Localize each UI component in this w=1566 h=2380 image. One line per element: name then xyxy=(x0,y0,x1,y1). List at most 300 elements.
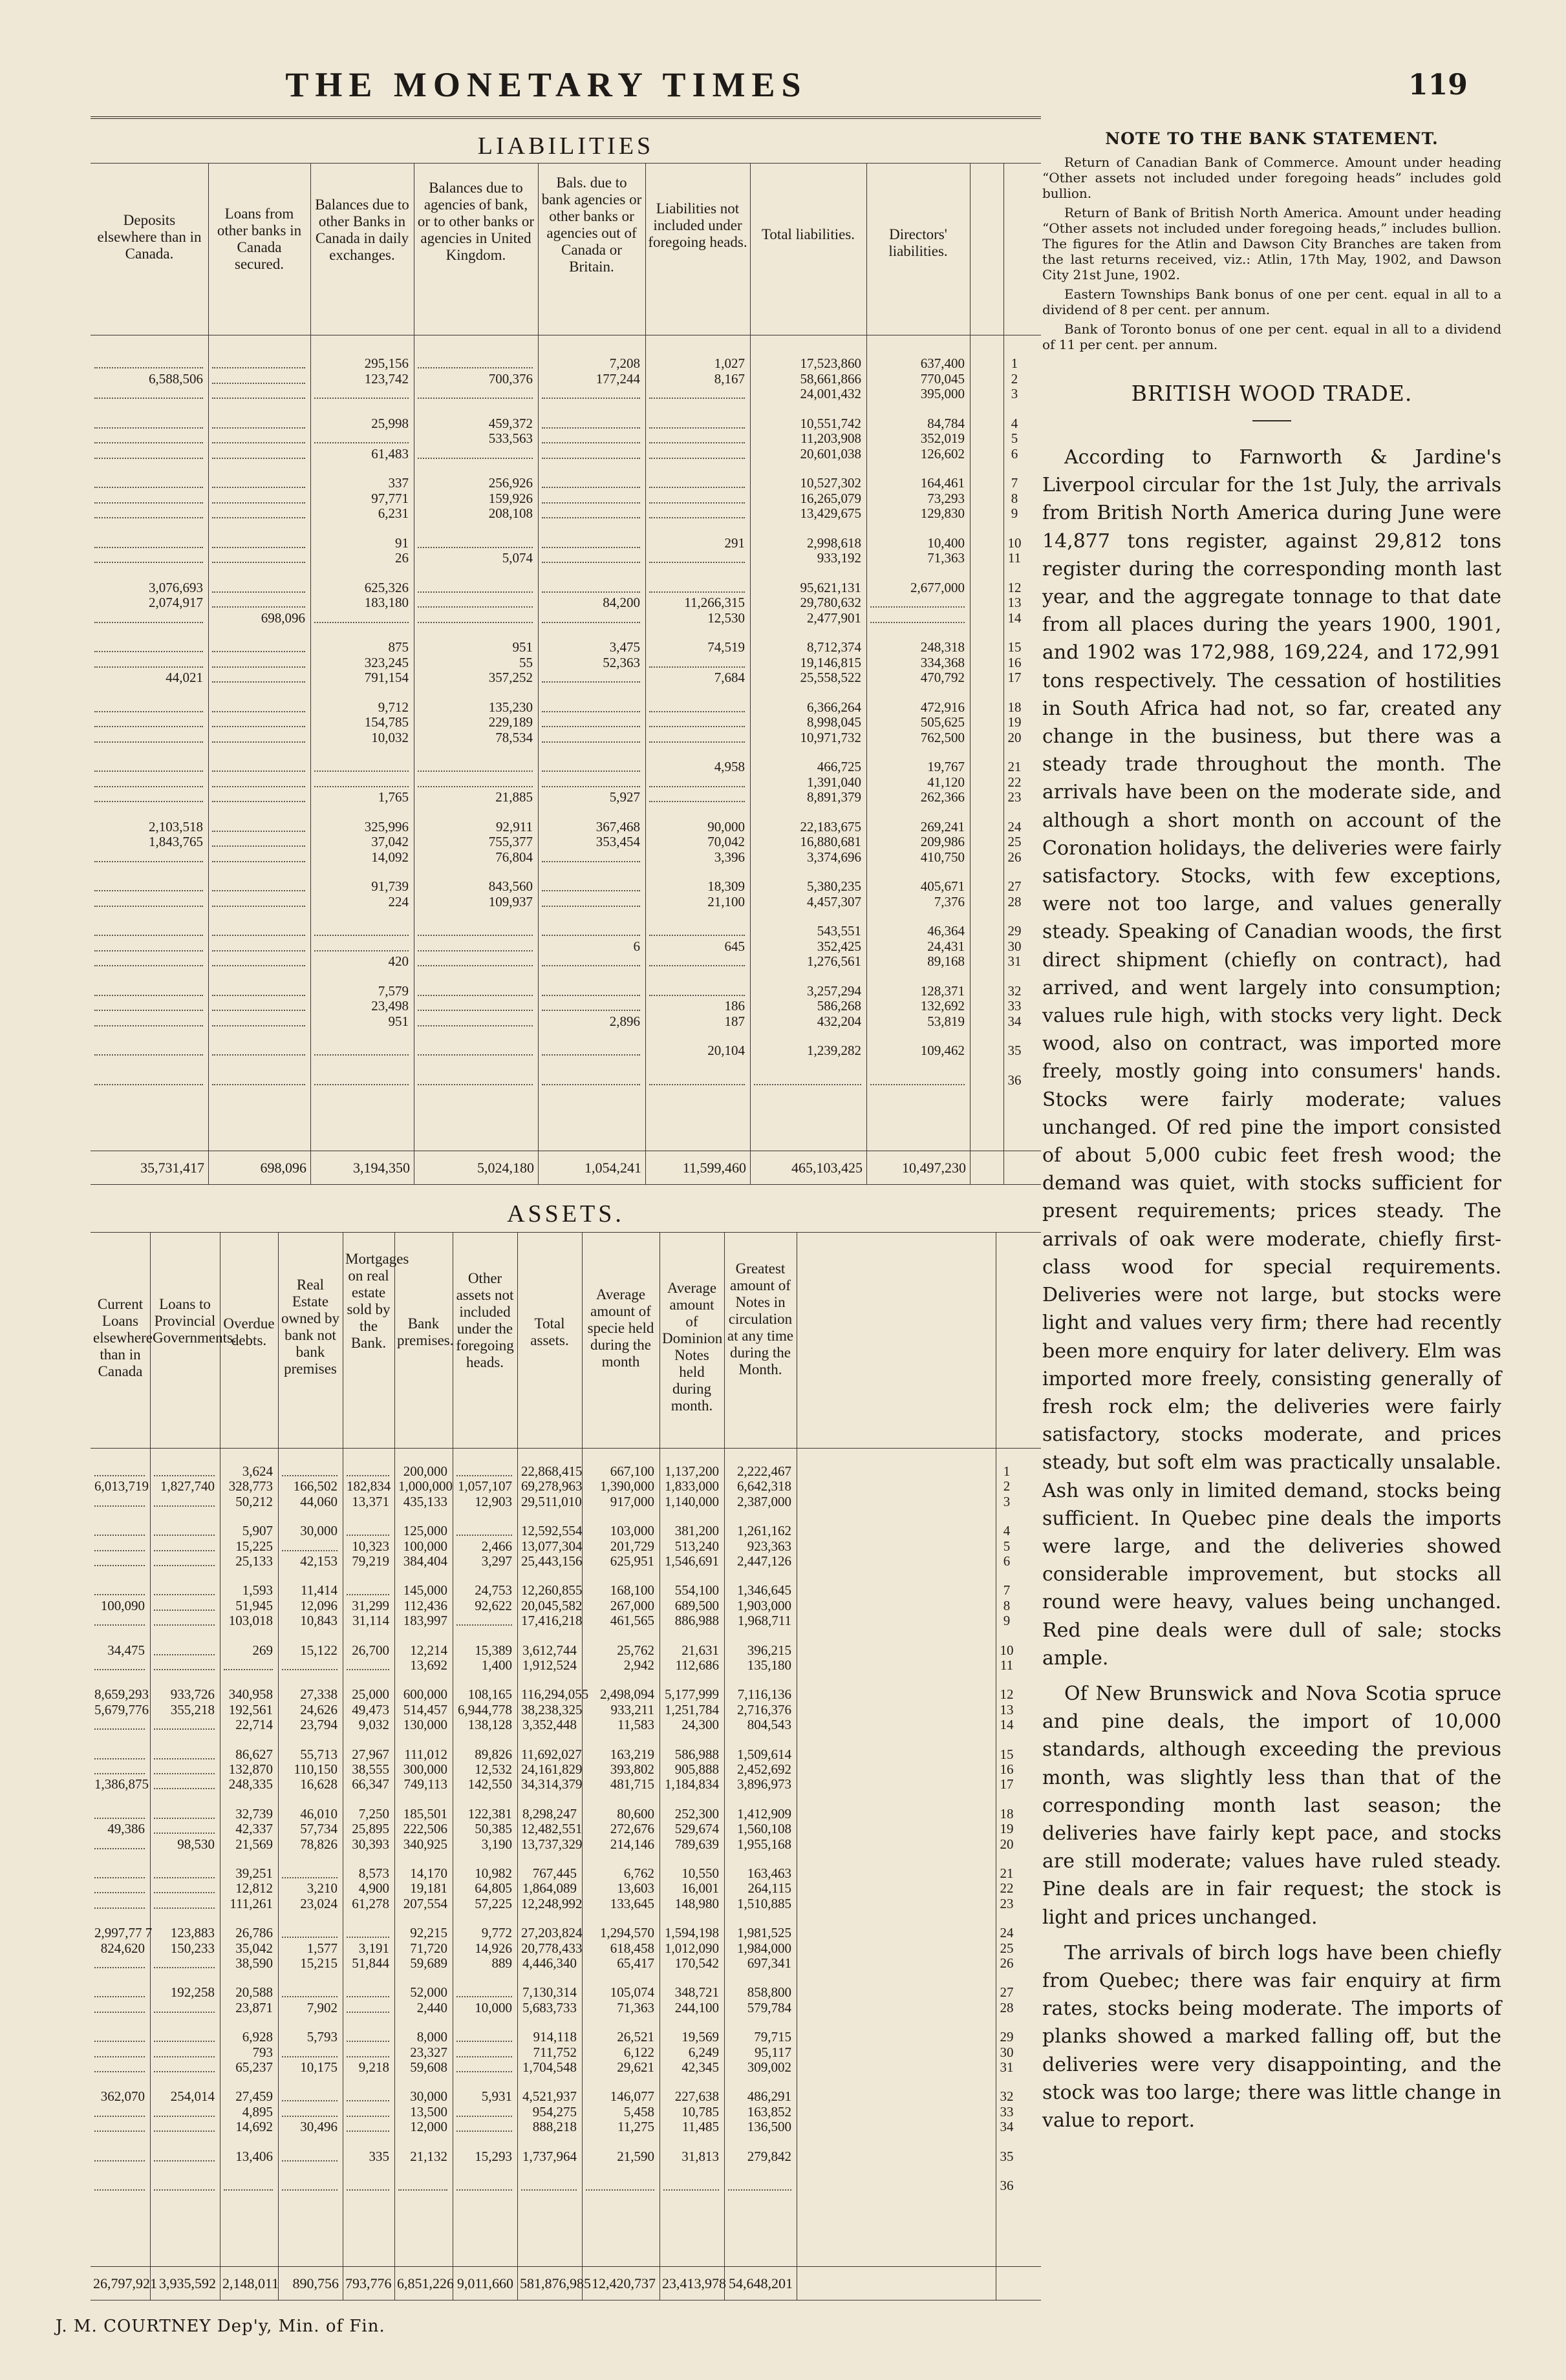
assets-header-9: Average amount of specie held during the month xyxy=(587,1286,654,1370)
assets-cell: 34,475 xyxy=(107,1642,145,1658)
liabilities-row-number: 30 xyxy=(1007,938,1022,954)
assets-cell: 13,371 xyxy=(352,1493,389,1509)
article-rule xyxy=(1252,420,1291,421)
assets-cell: 905,888 xyxy=(674,1761,719,1777)
liabilities-row-number: 5 xyxy=(1011,430,1018,446)
assets-cell: 6,249 xyxy=(688,2044,719,2060)
assets-cell: 29,621 xyxy=(617,2059,654,2075)
liabilities-row-number: 22 xyxy=(1007,774,1022,790)
assets-cell: 86,627 xyxy=(235,1746,273,1762)
signature: J. M. COURTNEY Dep'y, Min. of Fin. xyxy=(56,2317,385,2336)
assets-cell: 481,715 xyxy=(610,1776,654,1792)
assets-cell: 1,346,645 xyxy=(737,1582,791,1599)
assets-row-number: 27 xyxy=(1000,1984,1014,2001)
assets-row-number: 34 xyxy=(1000,2119,1014,2135)
liabilities-cell: 208,108 xyxy=(488,505,533,521)
liabilities-cell: 7,684 xyxy=(714,670,745,685)
assets-dot-leader xyxy=(456,1996,512,1997)
liabilities-dot-leader xyxy=(212,831,305,832)
assets-dot-leader xyxy=(347,2100,389,2101)
assets-cell: 529,674 xyxy=(674,1821,719,1837)
assets-dot-leader xyxy=(94,2041,145,2042)
assets-cell: 95,117 xyxy=(755,2044,791,2060)
liabilities-row-number: 11 xyxy=(1007,550,1022,566)
liabilities-cell: 135,230 xyxy=(488,699,533,715)
assets-dot-leader xyxy=(154,1877,215,1878)
assets-cell: 65,417 xyxy=(617,1955,654,1971)
liabilities-cell: 224 xyxy=(388,893,409,909)
liabilities-dot-leader xyxy=(649,741,745,743)
assets-cell: 79,715 xyxy=(754,2029,791,2045)
assets-cell: 105,074 xyxy=(610,1984,654,2001)
note-body xyxy=(1042,154,1501,352)
assets-cell: 21,590 xyxy=(617,2148,654,2164)
assets-cell: 13,603 xyxy=(617,1880,654,1897)
liabilities-dot-leader xyxy=(542,562,640,563)
assets-dot-leader xyxy=(154,2071,215,2072)
assets-dot-leader xyxy=(728,2189,791,2191)
liabilities-cell: 5,380,235 xyxy=(807,878,861,894)
assets-cell: 26,786 xyxy=(235,1925,273,1941)
assets-row-number: 20 xyxy=(1000,1836,1014,1852)
liabilities-dot-leader xyxy=(94,1084,203,1085)
liabilities-column-divider xyxy=(750,163,751,1184)
article-title: BRITISH WOOD TRADE. xyxy=(1131,381,1413,406)
liabilities-dot-leader xyxy=(94,562,203,563)
liabilities-total: 11,599,460 xyxy=(682,1160,746,1176)
assets-header-1: Current Loans elsewhere than in Canada xyxy=(93,1296,153,1379)
assets-cell: 5,679,776 xyxy=(94,1701,149,1717)
assets-cell: 933,211 xyxy=(610,1701,654,1717)
assets-dot-leader xyxy=(154,1907,215,1909)
assets-cell: 1,968,711 xyxy=(737,1613,791,1629)
liabilities-cell: 5,074 xyxy=(502,550,533,566)
liabilities-dot-leader xyxy=(212,591,305,593)
assets-cell: 25,133 xyxy=(235,1553,273,1569)
assets-cell: 39,251 xyxy=(235,1865,273,1881)
liabilities-dot-leader xyxy=(94,770,203,772)
liabilities-dot-leader xyxy=(94,861,203,862)
liabilities-caption: LIABILITIES xyxy=(477,133,654,160)
assets-cell: 64,805 xyxy=(475,1880,512,1897)
liabilities-cell: 420 xyxy=(388,953,409,969)
assets-cell: 1,510,885 xyxy=(737,1895,791,1911)
assets-dot-leader xyxy=(347,2116,389,2117)
assets-cell: 92,215 xyxy=(410,1925,447,1941)
assets-dot-leader xyxy=(154,1669,215,1670)
article-paragraph: According to Farnworth & Jardine's Liverpool circular for the 1st July, the arrivals from British North America during June were 14,877 tons register, against 29,812 tons register during the corresponding month last year, and the aggregate tonnage to that date from all places during the years 1900, 1901, and 1902 was 172,988, 169,224, and 172,991 tons respectively. The cessation of hostilities in South Africa had not, so far, created any change in the business, but there was a steady trade throughout the month. The arrivals have been on the moderate side, and although a short month on account of the Coronation holidays, the deliveries were fairly satisfactory. Stocks, with few exceptions, were not too large, and values generally steady. Speaking of Canadian woods, the first direct shipment (chiefly on contract), had arrived, and went largely into consumption; values rule high, with stocks very light. Deck wood, also on contract, was imported more freely, mostly going into consumers' hands. Stocks were fairly moderate; values unchanged. Of red pine the import consisted of about 5,000 cubic feet fresh wood; the demand was quiet, with stocks sufficient for present requirements; prices steady. The arrivals of oak were moderate, chiefly first-class wood for special requirements. Deliveries were not large, but stocks were light and values very firm; there had recently been more enquiry for later delivery. Elm was imported more freely, consisting generally of fresh rock elm; the deliveries were fairly satisfactory, stocks moderate, and prices steady, but soft elm was practically unsalable. Ash was only in limited demand, stocks being sufficient. In Quebec pine deals the imports were large, and the deliveries showed considerable improvement, but stocks all round were heavy, values being unchanged. Red pine deals were dull of sale; stocks ample. xyxy=(1042,446,1501,1670)
assets-cell: 23,794 xyxy=(300,1717,338,1733)
liabilities-dot-leader xyxy=(418,622,533,623)
liabilities-cell: 6,588,506 xyxy=(149,370,203,387)
assets-cell: 2,498,094 xyxy=(600,1686,654,1703)
assets-dot-leader xyxy=(154,1565,215,1566)
assets-cell: 9,772 xyxy=(481,1925,512,1941)
liabilities-dot-leader xyxy=(94,547,203,548)
liabilities-row-number: 24 xyxy=(1007,818,1022,834)
assets-cell: 2,222,467 xyxy=(737,1463,791,1479)
assets-dot-leader xyxy=(154,2041,215,2042)
liabilities-cell: 41,120 xyxy=(927,774,965,790)
assets-cell: 50,212 xyxy=(235,1493,273,1509)
assets-cell: 2,452,692 xyxy=(737,1761,791,1777)
assets-header-3: Overdue debts. xyxy=(223,1315,275,1348)
assets-cell: 12,903 xyxy=(475,1493,512,1509)
assets-cell: 7,116,136 xyxy=(737,1686,791,1703)
assets-cell: 15,389 xyxy=(475,1642,512,1658)
liabilities-row-number: 27 xyxy=(1007,878,1022,894)
liabilities-dot-leader xyxy=(94,427,203,429)
liabilities-cell: 89,168 xyxy=(927,953,965,969)
assets-dot-leader xyxy=(282,2160,338,2162)
liabilities-cell: 95,621,131 xyxy=(800,579,861,595)
assets-dot-leader xyxy=(94,1773,145,1774)
assets-header-rule xyxy=(91,1448,1041,1449)
liabilities-total: 1,054,241 xyxy=(585,1160,641,1176)
liabilities-cell: 55 xyxy=(519,654,533,670)
assets-cell: 3,190 xyxy=(481,1836,512,1852)
liabilities-row-number: 28 xyxy=(1007,893,1022,909)
liabilities-dot-leader xyxy=(542,1010,640,1011)
liabilities-row-number: 26 xyxy=(1007,849,1022,865)
liabilities-dot-leader xyxy=(212,547,305,548)
liabilities-header-7: Total liabilities. xyxy=(761,226,855,242)
assets-cell: 5,907 xyxy=(242,1523,273,1539)
assets-dot-leader xyxy=(94,1624,145,1626)
assets-row-number: 36 xyxy=(1000,2178,1014,2193)
assets-dot-leader xyxy=(94,1848,145,1849)
assets-total: 54,648,201 xyxy=(729,2275,793,2291)
assets-cell: 248,335 xyxy=(228,1776,273,1792)
assets-dot-leader xyxy=(94,1565,145,1566)
assets-cell: 625,951 xyxy=(610,1553,654,1569)
assets-header-6: Bank premises. xyxy=(397,1315,454,1348)
assets-cell: 30,000 xyxy=(410,2088,447,2105)
assets-cell: 22,714 xyxy=(235,1717,273,1733)
assets-cell: 14,170 xyxy=(410,1865,447,1881)
assets-dot-leader xyxy=(154,2116,215,2117)
liabilities-dot-leader xyxy=(94,442,203,443)
assets-dot-leader xyxy=(94,2160,145,2162)
assets-cell: 579,784 xyxy=(747,1999,791,2015)
assets-cell: 461,565 xyxy=(610,1613,654,1629)
liabilities-cell: 129,830 xyxy=(920,505,965,521)
assets-cell: 348,721 xyxy=(674,1984,719,2001)
liabilities-dot-leader xyxy=(314,770,409,772)
liabilities-cell: 6 xyxy=(633,938,640,954)
assets-dot-leader xyxy=(94,1535,145,1536)
liabilities-cell: 470,792 xyxy=(920,670,965,685)
liabilities-dot-leader xyxy=(649,801,745,802)
assets-cell: 133,645 xyxy=(610,1895,654,1911)
assets-row-number: 24 xyxy=(1000,1925,1014,1941)
assets-cell: 618,458 xyxy=(610,1940,654,1956)
liabilities-row-number: 12 xyxy=(1007,579,1022,595)
assets-cell: 1,509,614 xyxy=(737,1746,791,1762)
liabilities-cell: 586,268 xyxy=(817,998,861,1014)
assets-cell: 222,506 xyxy=(403,1821,447,1837)
assets-cell: 13,692 xyxy=(410,1657,447,1673)
assets-cell: 71,363 xyxy=(617,1999,654,2015)
assets-cell: 44,060 xyxy=(300,1493,338,1509)
assets-cell: 182,834 xyxy=(347,1478,391,1494)
liabilities-dot-leader xyxy=(418,950,533,951)
assets-cell: 917,000 xyxy=(610,1493,654,1509)
assets-cell: 35,042 xyxy=(235,1940,273,1956)
assets-dot-leader xyxy=(154,1788,215,1789)
liabilities-total: 10,497,230 xyxy=(902,1160,966,1176)
assets-cell: 201,729 xyxy=(610,1538,654,1554)
assets-cell: 269 xyxy=(252,1642,273,1658)
assets-cell: 1,400 xyxy=(481,1657,512,1673)
assets-cell: 667,100 xyxy=(610,1463,654,1479)
liabilities-cell: 770,045 xyxy=(920,370,965,387)
assets-cell: 26,700 xyxy=(352,1642,389,1658)
article-body xyxy=(1042,443,1501,2134)
assets-dot-leader xyxy=(154,1818,215,1819)
liabilities-dot-leader xyxy=(212,502,305,504)
liabilities-cell: 21,885 xyxy=(495,789,533,805)
assets-cell: 824,620 xyxy=(100,1940,145,1956)
liabilities-cell: 20,104 xyxy=(707,1043,745,1058)
assets-cell: 6,944,778 xyxy=(458,1701,512,1717)
assets-row-number: 15 xyxy=(1000,1746,1014,1762)
liabilities-cell: 52,363 xyxy=(603,654,640,670)
assets-dot-leader xyxy=(94,2130,145,2132)
assets-cell: 16,628 xyxy=(300,1776,338,1792)
assets-row-number: 32 xyxy=(1000,2088,1014,2105)
assets-cell: 13,737,329 xyxy=(521,1836,583,1852)
assets-cell: 586,988 xyxy=(674,1746,719,1762)
liabilities-dot-leader xyxy=(542,1054,640,1056)
assets-cell: 38,238,325 xyxy=(521,1701,583,1717)
liabilities-dot-leader xyxy=(649,442,745,443)
liabilities-cell: 109,462 xyxy=(920,1043,965,1058)
liabilities-row-number: 25 xyxy=(1007,834,1022,849)
assets-dot-leader xyxy=(347,2041,389,2042)
assets-cell: 954,275 xyxy=(532,2103,577,2120)
assets-cell: 6,928 xyxy=(242,2029,273,2045)
assets-cell: 7,250 xyxy=(358,1805,389,1822)
assets-dot-leader xyxy=(456,2116,512,2117)
liabilities-cell: 875 xyxy=(388,639,409,655)
assets-cell: 3,896,973 xyxy=(737,1776,791,1792)
assets-cell: 19,181 xyxy=(410,1880,447,1897)
liabilities-cell: 91 xyxy=(395,535,409,551)
assets-cell: 1,981,525 xyxy=(737,1925,791,1941)
assets-row-number: 8 xyxy=(1003,1597,1011,1613)
assets-cell: 10,982 xyxy=(475,1865,512,1881)
liabilities-cell: 123,742 xyxy=(364,370,409,387)
liabilities-column-divider xyxy=(970,163,971,1184)
assets-row-number: 10 xyxy=(1000,1642,1014,1658)
assets-dot-leader xyxy=(94,2189,145,2191)
assets-cell: 1,912,524 xyxy=(522,1657,577,1673)
assets-dot-leader xyxy=(94,1594,145,1595)
assets-cell: 767,445 xyxy=(532,1865,577,1881)
liabilities-cell: 177,244 xyxy=(595,370,640,387)
liabilities-dot-leader xyxy=(212,398,305,399)
liabilities-cell: 21,100 xyxy=(707,893,745,909)
liabilities-cell: 16,880,681 xyxy=(800,834,861,849)
liabilities-cell: 18,309 xyxy=(707,878,745,894)
liabilities-row-number: 1 xyxy=(1011,356,1018,371)
assets-cell: 1,412,909 xyxy=(737,1805,791,1822)
liabilities-cell: 10,400 xyxy=(927,535,965,551)
liabilities-dot-leader xyxy=(94,711,203,712)
liabilities-cell: 262,366 xyxy=(920,789,965,805)
assets-cell: 23,871 xyxy=(235,1999,273,2015)
assets-cell: 111,012 xyxy=(404,1746,447,1762)
liabilities-dot-leader xyxy=(212,770,305,772)
liabilities-dot-leader xyxy=(212,442,305,443)
assets-cell: 24,161,829 xyxy=(521,1761,583,1777)
liabilities-cell: 698,096 xyxy=(261,610,305,626)
assets-row-number: 5 xyxy=(1003,1538,1011,1554)
assets-cell: 10,550 xyxy=(681,1865,719,1881)
liabilities-cell: 269,241 xyxy=(920,818,965,834)
assets-dot-leader xyxy=(94,2116,145,2117)
assets-cell: 200,000 xyxy=(403,1463,447,1479)
assets-row-number: 16 xyxy=(1000,1761,1014,1777)
assets-dot-leader xyxy=(94,1728,145,1730)
assets-cell: 31,114 xyxy=(352,1613,389,1629)
liabilities-cell: 543,551 xyxy=(817,923,861,939)
liabilities-total: 5,024,180 xyxy=(477,1160,534,1176)
liabilities-cell: 10,032 xyxy=(371,729,409,745)
liabilities-cell: 26 xyxy=(395,550,409,566)
assets-cell: 554,100 xyxy=(674,1582,719,1599)
assets-dot-leader xyxy=(94,1475,145,1476)
assets-dot-leader xyxy=(282,1996,338,1997)
assets-row-number: 21 xyxy=(1000,1865,1014,1881)
liabilities-cell: 291 xyxy=(724,535,745,551)
assets-cell: 1,000,000 xyxy=(398,1478,453,1494)
assets-dot-leader xyxy=(521,2189,577,2191)
liabilities-row-number: 32 xyxy=(1007,983,1022,999)
assets-cell: 170,542 xyxy=(674,1955,719,1971)
liabilities-row-number: 33 xyxy=(1007,998,1022,1014)
assets-cell: 12,812 xyxy=(235,1880,273,1897)
liabilities-cell: 73,293 xyxy=(927,490,965,506)
assets-cell: 889 xyxy=(491,1955,512,1971)
liabilities-header-3: Balances due to other Banks in Canada in daily exchanges. xyxy=(315,197,409,263)
liabilities-cell: 295,156 xyxy=(364,356,409,371)
liabilities-cell: 109,937 xyxy=(488,893,533,909)
assets-cell: 42,153 xyxy=(300,1553,338,1569)
liabilities-dot-leader xyxy=(649,965,745,966)
liabilities-cell: 25,998 xyxy=(371,415,409,431)
assets-dot-leader xyxy=(456,1475,512,1476)
assets-cell: 25,000 xyxy=(352,1686,389,1703)
assets-cell: 13,500 xyxy=(410,2103,447,2120)
assets-cell: 21,631 xyxy=(681,1642,719,1658)
liabilities-dot-leader xyxy=(542,487,640,488)
assets-dot-leader xyxy=(154,1624,215,1626)
assets-total: 6,851,226 xyxy=(397,2275,454,2291)
assets-total: 12,420,737 xyxy=(592,2275,656,2291)
liabilities-dot-leader xyxy=(314,786,409,787)
liabilities-dot-leader xyxy=(212,651,305,652)
assets-cell: 1,594,198 xyxy=(665,1925,719,1941)
assets-row-number: 29 xyxy=(1000,2029,1014,2045)
assets-cell: 32,739 xyxy=(235,1805,273,1822)
liabilities-dot-leader xyxy=(418,398,533,399)
liabilities-cell: 11,203,908 xyxy=(800,430,861,446)
assets-cell: 14,692 xyxy=(235,2119,273,2135)
assets-cell: 49,386 xyxy=(107,1821,145,1837)
liabilities-dot-leader xyxy=(418,935,533,936)
assets-total: 2,148,011 xyxy=(222,2275,279,2291)
liabilities-cell: 367,468 xyxy=(595,818,640,834)
liabilities-total: 698,096 xyxy=(260,1160,306,1176)
assets-cell: 272,676 xyxy=(610,1821,654,1837)
assets-dot-leader xyxy=(94,1669,145,1670)
assets-cell: 1,294,570 xyxy=(600,1925,654,1941)
liabilities-cell: 25,558,522 xyxy=(800,670,861,685)
assets-cell: 100,000 xyxy=(403,1538,447,1554)
liabilities-dot-leader xyxy=(418,367,533,368)
assets-cell: 340,958 xyxy=(228,1686,273,1703)
assets-cell: 2,466 xyxy=(481,1538,512,1554)
assets-cell: 122,381 xyxy=(467,1805,512,1822)
liabilities-cell: 3,475 xyxy=(609,639,640,655)
assets-table xyxy=(91,1196,1041,2304)
liabilities-dot-leader xyxy=(94,367,203,368)
assets-cell: 267,000 xyxy=(610,1597,654,1613)
liabilities-dot-leader xyxy=(212,906,305,907)
assets-cell: 10,323 xyxy=(352,1538,389,1554)
assets-cell: 888,218 xyxy=(532,2119,577,2135)
liabilities-header-8: Directors' liabilities. xyxy=(888,226,948,259)
note-paragraph: Return of Canadian Bank of Commerce. Amount under heading “Other assets not included under foregoing heads” includes gold bullion. xyxy=(1042,154,1501,201)
assets-cell: 254,014 xyxy=(170,2088,215,2105)
assets-cell: 15,122 xyxy=(300,1642,338,1658)
liabilities-dot-leader xyxy=(542,502,640,504)
liabilities-cell: 10,527,302 xyxy=(800,475,861,491)
assets-cell: 38,590 xyxy=(235,1955,273,1971)
liabilities-dot-leader xyxy=(94,622,203,623)
assets-cell: 80,600 xyxy=(617,1805,654,1822)
assets-cell: 17,416,218 xyxy=(521,1613,583,1629)
assets-dot-leader xyxy=(94,1550,145,1551)
liabilities-dot-leader xyxy=(212,666,305,668)
assets-cell: 6,762 xyxy=(623,1865,654,1881)
assets-cell: 914,118 xyxy=(533,2029,577,2045)
liabilities-dot-leader xyxy=(94,487,203,488)
liabilities-total: 465,103,425 xyxy=(791,1160,863,1176)
assets-cell: 21,132 xyxy=(410,2148,447,2164)
assets-cell: 71,720 xyxy=(410,1940,447,1956)
assets-column-divider xyxy=(394,1232,395,2300)
assets-cell: 933,726 xyxy=(170,1686,215,1703)
liabilities-dot-leader xyxy=(870,622,965,623)
assets-dot-leader xyxy=(94,1967,145,1968)
liabilities-dot-leader xyxy=(94,666,203,668)
liabilities-row-number: 21 xyxy=(1007,759,1022,774)
liabilities-cell: 256,926 xyxy=(488,475,533,491)
assets-dot-leader xyxy=(347,2189,389,2191)
article-paragraph: The arrivals of birch logs have been chiefly from Quebec; there was fair enquiry at firm rates, stocks being moderate. The imports of planks showed a marked falling off, but the deliveries were very disappointing, and the stock was too large; there was little change in value to report. xyxy=(1042,1941,1501,2132)
liabilities-cell: 209,986 xyxy=(920,834,965,849)
assets-row-number: 17 xyxy=(1000,1776,1014,1792)
liabilities-dot-leader xyxy=(94,965,203,966)
assets-cell: 4,900 xyxy=(358,1880,389,1897)
liabilities-cell: 352,425 xyxy=(817,938,861,954)
page-header xyxy=(0,65,1566,110)
note-title: NOTE TO THE BANK STATEMENT. xyxy=(1105,129,1439,148)
liabilities-cell: 10,971,732 xyxy=(800,729,861,745)
